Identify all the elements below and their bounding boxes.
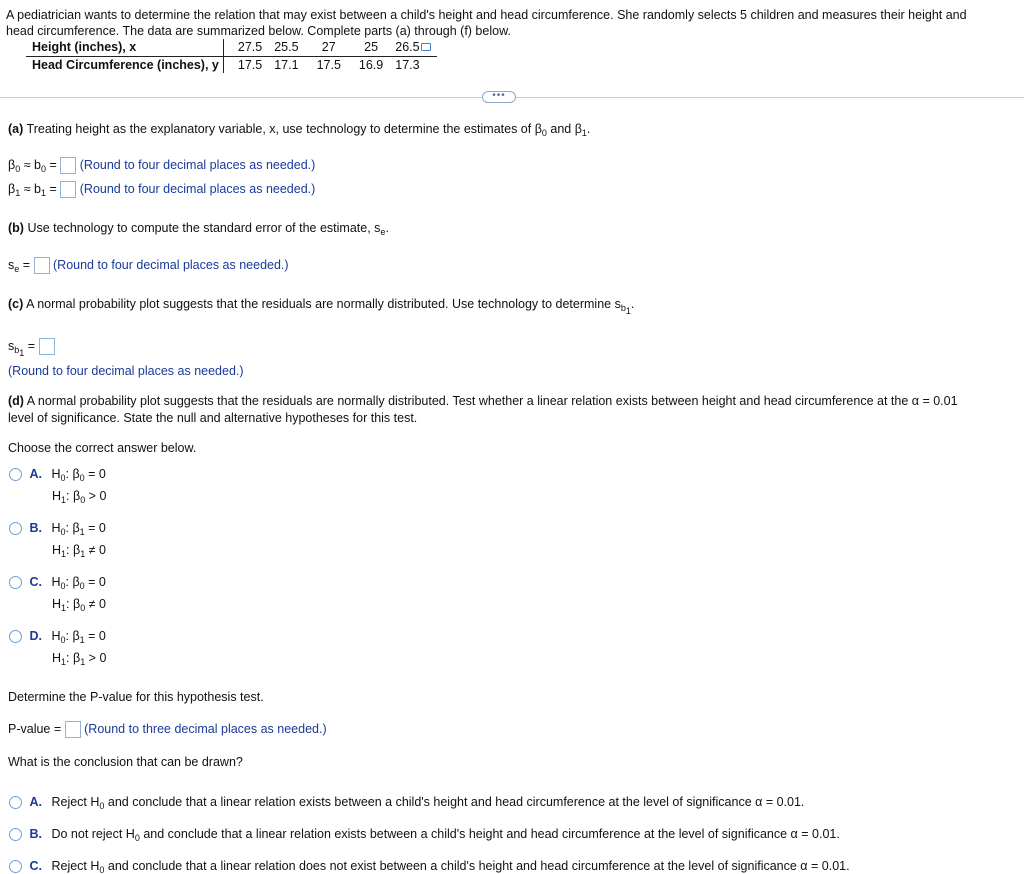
row-label-y: Head Circumference (inches), y bbox=[26, 56, 223, 73]
part-c-prompt bbox=[8, 297, 634, 316]
y-cell: 17.3 bbox=[395, 57, 420, 72]
part-d-label: (d) bbox=[8, 394, 24, 408]
h1-text bbox=[52, 597, 106, 613]
beta: : β bbox=[66, 651, 81, 665]
table-row bbox=[26, 39, 437, 56]
sub: 0 bbox=[99, 865, 105, 874]
h0-text bbox=[51, 521, 105, 535]
b1-hint: (Round to four decimal places as needed.) bbox=[79, 181, 316, 196]
radio-button[interactable] bbox=[9, 828, 22, 841]
period: . bbox=[586, 122, 591, 136]
copy-icon[interactable] bbox=[421, 43, 431, 51]
part-b-prompt bbox=[8, 221, 389, 237]
b0-hint: (Round to four decimal places as needed.) bbox=[79, 157, 316, 172]
rel: > 0 bbox=[85, 651, 107, 665]
part-c-label: (c) bbox=[8, 297, 24, 311]
equals: = bbox=[27, 338, 36, 353]
part-a-text: Treating height as the explanatory variable, x, use technology to determine the estimates of β bbox=[26, 122, 542, 136]
part-c-text: A normal probability plot suggests that the residuals are normally distributed. Use technology to determine s bbox=[26, 297, 621, 311]
equals: = bbox=[46, 157, 57, 172]
radio-button[interactable] bbox=[9, 576, 22, 589]
x-cell bbox=[389, 39, 436, 56]
sub-b: b bbox=[14, 344, 20, 355]
h: H bbox=[52, 489, 62, 503]
sub: 0 bbox=[60, 473, 66, 483]
table-row bbox=[26, 56, 437, 73]
y-cell: 17.5 bbox=[316, 57, 341, 72]
hypothesis-option-a[interactable] bbox=[9, 467, 106, 483]
beta: : β bbox=[65, 629, 80, 643]
sub: 1 bbox=[80, 657, 86, 667]
sb1-symbol: s bbox=[8, 338, 15, 353]
period: . bbox=[630, 297, 635, 311]
option-letter: B. bbox=[29, 827, 42, 841]
hypothesis-option-d[interactable] bbox=[9, 629, 106, 645]
h: H bbox=[51, 629, 61, 643]
conclusion-option-c[interactable] bbox=[9, 859, 850, 874]
sub: 1 bbox=[40, 187, 46, 198]
intro-line-2: head circumference. The data are summarized below. Complete parts (a) through (f) below. bbox=[6, 24, 511, 38]
radio-button[interactable] bbox=[9, 860, 22, 873]
conclusion-post: and conclude that a linear relation exists between a child's height and head circumference at the level of significance α = 0.01. bbox=[104, 795, 805, 809]
pvalue-hint: (Round to three decimal places as needed.) bbox=[84, 721, 327, 736]
se-hint: (Round to four decimal places as needed.) bbox=[53, 257, 289, 272]
se-input[interactable] bbox=[34, 257, 50, 274]
beta-symbol: β bbox=[8, 157, 16, 172]
intro-line-1: A pediatrician wants to determine the relation that may exist between a child's height and head circumference. She randomly selects 5 children and measures their height and bbox=[6, 8, 967, 22]
sub: 0 bbox=[541, 128, 547, 138]
conclusion-post: and conclude that a linear relation exists between a child's height and head circumference at the level of significance α = 0.01. bbox=[139, 827, 840, 841]
period: . bbox=[385, 221, 389, 235]
sub: 1 bbox=[61, 549, 67, 559]
se-symbol: s bbox=[8, 257, 15, 272]
data-table bbox=[26, 39, 437, 73]
conclusion-pre: Reject H bbox=[51, 859, 100, 873]
sub: 1 bbox=[79, 635, 85, 645]
option-letter: A. bbox=[29, 795, 42, 809]
approx-b: ≈ b bbox=[20, 157, 41, 172]
conclusion-option-b[interactable] bbox=[9, 827, 840, 843]
beta: : β bbox=[66, 543, 81, 557]
sub: 1 bbox=[61, 603, 67, 613]
sub: 0 bbox=[60, 635, 66, 645]
x-cell: 27 bbox=[305, 39, 347, 56]
option-letter: D. bbox=[29, 629, 42, 643]
radio-button[interactable] bbox=[9, 522, 22, 535]
beta: : β bbox=[65, 467, 80, 481]
h0-text bbox=[51, 629, 105, 643]
option-letter: A. bbox=[29, 467, 42, 481]
equals: = bbox=[19, 257, 31, 272]
rel: = 0 bbox=[84, 629, 106, 643]
sub: 1 bbox=[61, 495, 67, 505]
part-d-text-2: level of significance. State the null and alternative hypotheses for this test. bbox=[8, 411, 418, 425]
part-d-text: A normal probability plot suggests that the residuals are normally distributed. Test whether a linear relation exists between height and head circumference at the α = 0.01 bbox=[26, 394, 958, 408]
y-cell: 17.5 bbox=[237, 57, 263, 72]
sub: 1 bbox=[80, 549, 86, 559]
conclusion-post: and conclude that a linear relation does not exist between a child's height and head circumference at the level of significance α = 0.01. bbox=[104, 859, 850, 873]
sb1-hint: (Round to four decimal places as needed.) bbox=[8, 364, 244, 378]
sub: 0 bbox=[79, 473, 85, 483]
beta-symbol: β bbox=[8, 181, 16, 196]
conclusion-question: What is the conclusion that can be drawn? bbox=[8, 755, 243, 769]
h: H bbox=[51, 467, 61, 481]
conclusion-pre: Reject H bbox=[51, 795, 100, 809]
sub: e bbox=[380, 227, 386, 237]
more-button[interactable]: ••• bbox=[482, 91, 516, 103]
h0-text bbox=[51, 575, 105, 589]
sb1-input[interactable] bbox=[39, 338, 55, 355]
sub: 0 bbox=[134, 833, 140, 843]
b0-input[interactable] bbox=[60, 157, 76, 174]
pvalue-label: P-value = bbox=[8, 721, 62, 736]
sub: 1 bbox=[61, 657, 67, 667]
x-cell: 25.5 bbox=[268, 39, 304, 56]
sub: 0 bbox=[99, 801, 105, 811]
h: H bbox=[52, 543, 62, 557]
conclusion-option-a[interactable] bbox=[9, 795, 804, 811]
hypothesis-option-c[interactable] bbox=[9, 575, 106, 591]
b1-input[interactable] bbox=[60, 181, 76, 198]
sub bbox=[620, 303, 631, 316]
b0-row bbox=[8, 157, 315, 174]
rel: = 0 bbox=[84, 521, 106, 535]
sub: 1 bbox=[15, 187, 21, 198]
sub: 1 bbox=[79, 527, 85, 537]
h: H bbox=[51, 575, 61, 589]
se-row bbox=[8, 257, 289, 274]
x-cell: 27.5 bbox=[223, 39, 268, 56]
part-b-text: Use technology to compute the standard error of the estimate, s bbox=[27, 221, 381, 235]
radio-button[interactable] bbox=[9, 796, 22, 809]
sub: 0 bbox=[60, 527, 66, 537]
subsub: 1 bbox=[19, 347, 25, 358]
x-cell-value: 26.5 bbox=[395, 40, 420, 55]
pvalue-row bbox=[8, 721, 327, 738]
h1-text bbox=[52, 651, 106, 667]
rel: ≠ 0 bbox=[85, 597, 106, 611]
radio-button[interactable] bbox=[9, 630, 22, 643]
part-b-label: (b) bbox=[8, 221, 24, 235]
h0-text bbox=[51, 467, 105, 481]
rel: ≠ 0 bbox=[85, 543, 106, 557]
b1-row bbox=[8, 181, 315, 198]
beta: : β bbox=[66, 489, 81, 503]
rel: = 0 bbox=[84, 575, 106, 589]
option-letter: B. bbox=[29, 521, 42, 535]
h1-text bbox=[52, 489, 106, 505]
beta: : β bbox=[66, 597, 81, 611]
h: H bbox=[51, 521, 61, 535]
hypothesis-option-b[interactable] bbox=[9, 521, 106, 537]
sub: 0 bbox=[15, 163, 21, 174]
sub bbox=[14, 344, 25, 358]
subsub: 1 bbox=[625, 306, 631, 316]
h: H bbox=[52, 651, 62, 665]
sub-b: b bbox=[620, 303, 626, 313]
y-cell: 16.9 bbox=[358, 57, 384, 72]
rel: > 0 bbox=[85, 489, 107, 503]
row-label-x: Height (inches), x bbox=[26, 39, 223, 56]
beta: : β bbox=[65, 575, 80, 589]
sb1-row bbox=[8, 338, 55, 358]
sub: 0 bbox=[80, 495, 86, 505]
rel: = 0 bbox=[84, 467, 106, 481]
option-letter: C. bbox=[29, 859, 42, 873]
pvalue-question: Determine the P-value for this hypothesis test. bbox=[8, 690, 264, 704]
sub: 0 bbox=[40, 163, 46, 174]
option-letter: C. bbox=[29, 575, 42, 589]
sub: 0 bbox=[80, 603, 86, 613]
sub: 1 bbox=[581, 128, 587, 138]
approx-b: ≈ b bbox=[20, 181, 41, 196]
radio-button[interactable] bbox=[9, 468, 22, 481]
h: H bbox=[52, 597, 62, 611]
sub: e bbox=[14, 263, 20, 274]
equals: = bbox=[46, 181, 57, 196]
conclusion-pre: Do not reject H bbox=[51, 827, 135, 841]
part-a-and: and β bbox=[546, 122, 582, 136]
part-d-prompt bbox=[8, 394, 958, 408]
sub: 0 bbox=[60, 581, 66, 591]
part-a-prompt bbox=[8, 122, 590, 138]
y-cell: 17.1 bbox=[274, 57, 299, 72]
sub: 0 bbox=[79, 581, 85, 591]
pvalue-input[interactable] bbox=[65, 721, 81, 738]
part-a-label: (a) bbox=[8, 122, 24, 136]
choose-instruction: Choose the correct answer below. bbox=[8, 441, 197, 455]
h1-text bbox=[52, 543, 106, 559]
beta: : β bbox=[65, 521, 80, 535]
x-cell: 25 bbox=[347, 39, 389, 56]
